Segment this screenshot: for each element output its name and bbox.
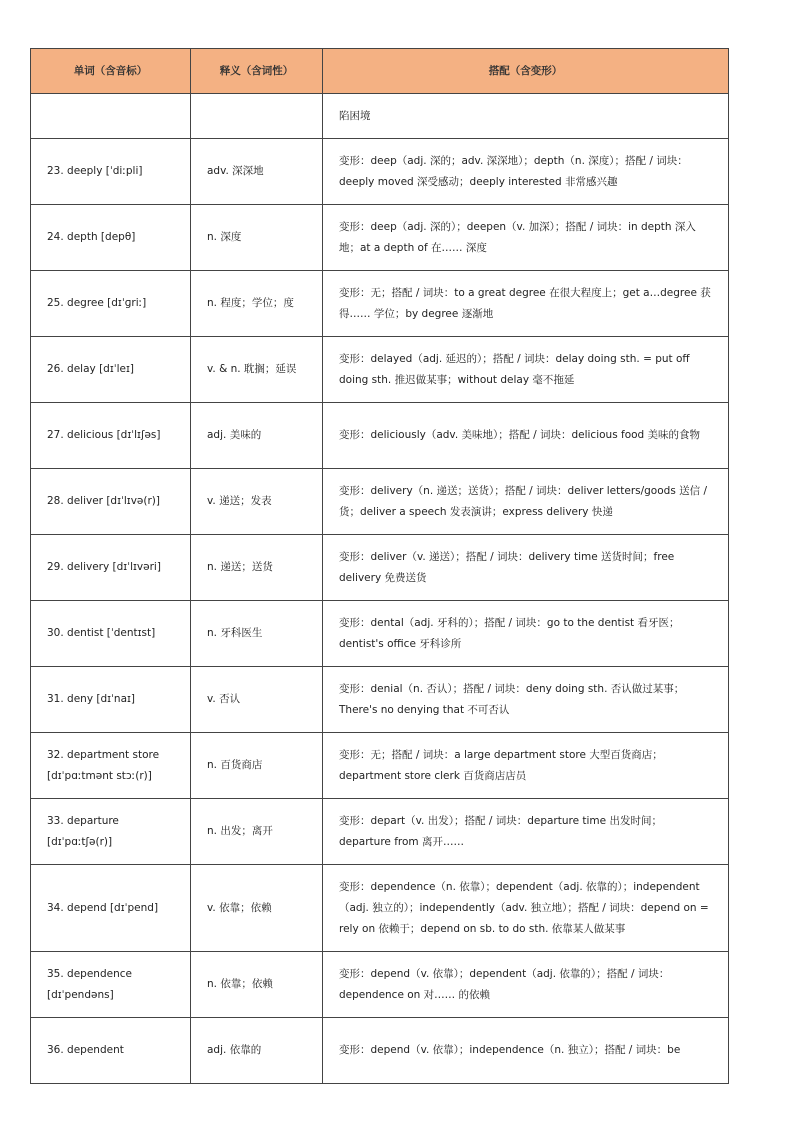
- collocation-cell: 变形：deliciously（adv. 美味地）；搭配 / 词块：delicious food 美味的食物: [323, 403, 729, 469]
- word-text: 36. dependent: [47, 1044, 124, 1056]
- word-cell: [31, 667, 191, 733]
- word-cell: [31, 1018, 191, 1084]
- word-cell: [31, 952, 191, 1018]
- meaning-cell: adj. 美味的: [191, 403, 323, 469]
- meaning-cell: n. 依靠；依赖: [191, 952, 323, 1018]
- word-text: 23. deeply [ˈdiːpli]: [47, 165, 143, 177]
- vocabulary-table: [30, 48, 729, 1084]
- word-phonetic: [dɪˈpɑːtmənt stɔː(r)]: [47, 769, 152, 782]
- meaning-cell: [191, 94, 323, 139]
- table-row: [31, 205, 729, 271]
- meaning-cell: v. 否认: [191, 667, 323, 733]
- header-collocation: 搭配（含变形）: [323, 49, 729, 94]
- meaning-cell: n. 程度；学位；度: [191, 271, 323, 337]
- table-row: [31, 535, 729, 601]
- word-phonetic: [dɪˈpɑːtʃə(r)]: [47, 835, 113, 848]
- word-cell: [31, 865, 191, 952]
- table-row: [31, 733, 729, 799]
- word-cell: [31, 799, 191, 865]
- word-text: 27. delicious [dɪˈlɪʃəs]: [47, 429, 161, 441]
- word-text: 32. department store: [47, 748, 160, 761]
- word-cell: [31, 469, 191, 535]
- header-word: 单词（含音标）: [31, 49, 191, 94]
- word-cell: [31, 205, 191, 271]
- word-text: 25. degree [dɪˈɡriː]: [47, 297, 147, 309]
- header-meaning: 释义（含词性）: [191, 49, 323, 94]
- word-cell: [31, 337, 191, 403]
- table-row: [31, 799, 729, 865]
- table-row: [31, 952, 729, 1018]
- meaning-cell: n. 递送；送货: [191, 535, 323, 601]
- collocation-cell: 变形：depend（v. 依靠）；dependent（adj. 依靠的）；搭配 / 词块：dependence on 对…… 的依赖: [323, 952, 729, 1018]
- word-text: 30. dentist [ˈdentɪst]: [47, 627, 156, 639]
- collocation-cell: 变形：deep（adj. 深的）；deepen（v. 加深）；搭配 / 词块：in depth 深入地；at a depth of 在…… 深度: [323, 205, 729, 271]
- table-row: [31, 1018, 729, 1084]
- word-cell: [31, 601, 191, 667]
- meaning-cell: n. 百货商店: [191, 733, 323, 799]
- word-cell: [31, 403, 191, 469]
- meaning-cell: v. & n. 耽搁；延误: [191, 337, 323, 403]
- table-row: [31, 403, 729, 469]
- word-text: 34. depend [dɪˈpend]: [47, 901, 159, 914]
- table-row: [31, 865, 729, 952]
- word-text: 33. departure: [47, 814, 119, 827]
- table-row: [31, 139, 729, 205]
- table-row: [31, 601, 729, 667]
- table-row: [31, 667, 729, 733]
- collocation-cell: 变形：dependence（n. 依靠）；dependent（adj. 依靠的）；independent（adj. 独立的）；independently（adv. 独立地）；搭配 / 词块：depend on = rely on 依赖于；depend on sb. to do sth. 依靠某人做某事: [323, 865, 729, 952]
- word-cell: [31, 94, 191, 139]
- table-row: [31, 469, 729, 535]
- collocation-cell: 变形：无；搭配 / 词块：a large department store 大型百货商店；department store clerk 百货商店店员: [323, 733, 729, 799]
- collocation-cell: 变形：delayed（adj. 延迟的）；搭配 / 词块：delay doing sth. = put off doing sth. 推迟做某事；without delay 毫不拖延: [323, 337, 729, 403]
- word-text: 31. deny [dɪˈnaɪ]: [47, 693, 136, 705]
- collocation-cell: 变形：deep（adj. 深的；adv. 深深地）；depth（n. 深度）；搭配 / 词块：deeply moved 深受感动；deeply interested 非常感兴趣: [323, 139, 729, 205]
- collocation-cell: 变形：depend（v. 依靠）；independence（n. 独立）；搭配 / 词块：be: [323, 1018, 729, 1084]
- meaning-cell: n. 深度: [191, 205, 323, 271]
- table-row: [31, 94, 729, 139]
- table-row: [31, 271, 729, 337]
- table-header-row: [31, 49, 729, 94]
- meaning-cell: n. 牙科医生: [191, 601, 323, 667]
- word-text: 24. depth [depθ]: [47, 231, 136, 243]
- word-text: 35. dependence: [47, 967, 132, 980]
- meaning-cell: adj. 依靠的: [191, 1018, 323, 1084]
- collocation-cell: 变形：deliver（v. 递送）；搭配 / 词块：delivery time 送货时间；free delivery 免费送货: [323, 535, 729, 601]
- table-row: [31, 337, 729, 403]
- collocation-cell: 变形：depart（v. 出发）；搭配 / 词块：departure time 出发时间；departure from 离开……: [323, 799, 729, 865]
- meaning-cell: adv. 深深地: [191, 139, 323, 205]
- word-text: 29. delivery [dɪˈlɪvəri]: [47, 561, 161, 573]
- word-cell: [31, 271, 191, 337]
- word-cell: [31, 139, 191, 205]
- collocation-cell: 变形：denial（n. 否认）；搭配 / 词块：deny doing sth. 否认做过某事；There's no denying that 不可否认: [323, 667, 729, 733]
- meaning-cell: n. 出发；离开: [191, 799, 323, 865]
- word-cell: [31, 535, 191, 601]
- word-phonetic: [dɪˈpendəns]: [47, 988, 114, 1001]
- meaning-cell: v. 递送；发表: [191, 469, 323, 535]
- meaning-cell: v. 依靠；依赖: [191, 865, 323, 952]
- word-text: 26. delay [dɪˈleɪ]: [47, 363, 134, 375]
- collocation-cell: 变形：delivery（n. 递送；送货）；搭配 / 词块：deliver letters/goods 送信 / 货；deliver a speech 发表演讲；express delivery 快递: [323, 469, 729, 535]
- word-cell: [31, 733, 191, 799]
- collocation-cell: 变形：无；搭配 / 词块：to a great degree 在很大程度上；get a…degree 获得…… 学位；by degree 逐渐地: [323, 271, 729, 337]
- collocation-cell: 变形：dental（adj. 牙科的）；搭配 / 词块：go to the dentist 看牙医；dentist's office 牙科诊所: [323, 601, 729, 667]
- collocation-cell: 陷困境: [323, 94, 729, 139]
- word-text: 28. deliver [dɪˈlɪvə(r)]: [47, 495, 160, 507]
